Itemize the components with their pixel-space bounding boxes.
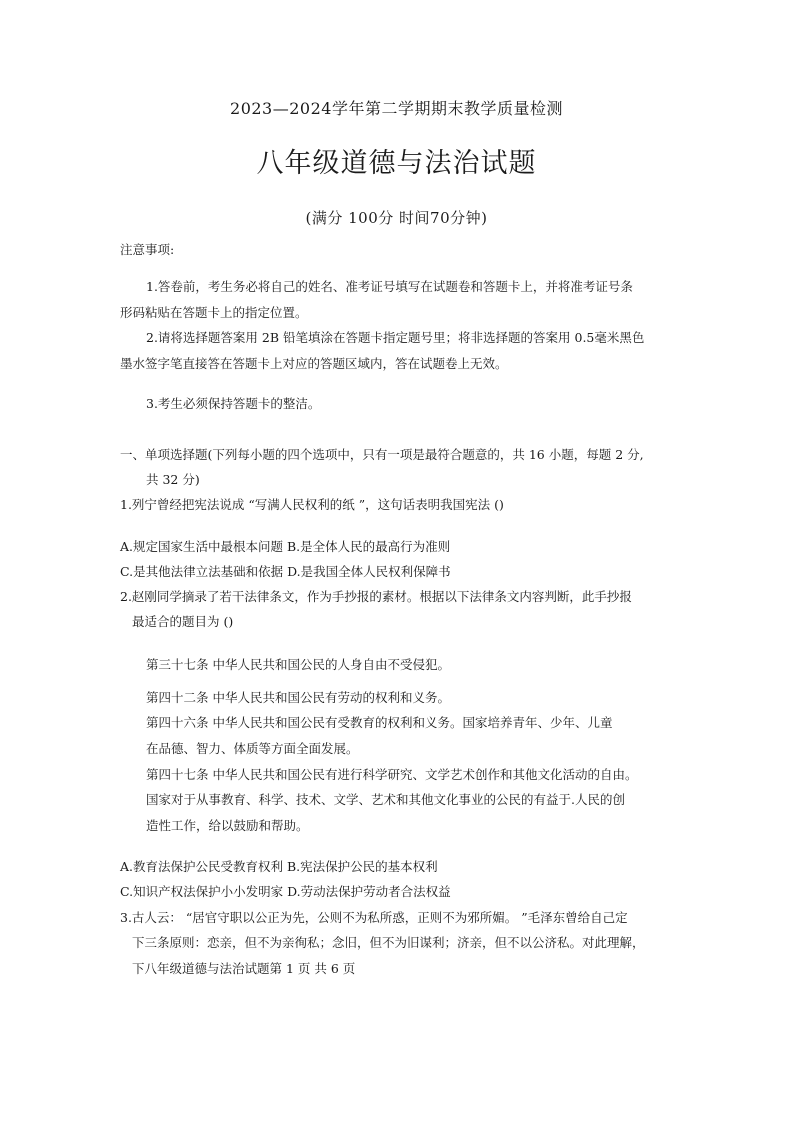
notice-item-2: 2.请将选择题答案用 2B 铅笔填涂在答题卡指定题号里；将非选择题的答案用 0.5毫米黑色 (146, 330, 645, 345)
question-2-stem-cont: 最适合的题目为 () (132, 614, 234, 629)
question-1-stem: 1.列宁曾经把宪法说成 “写满人民权利的纸 ”，这句话表明我国宪法 () (120, 497, 504, 512)
law-article-46: 第四十六条 中华人民共和国公民有受教育的权利和义务。国家培养青年、少年、儿童 (146, 715, 613, 730)
law-article-47-cont: 国家对于从事教育、科学、技术、文学、艺术和其他文化事业的公民的有益于.人民的创 (146, 792, 625, 807)
law-article-47-cont-2: 造性工作，给以鼓励和帮助。 (146, 818, 309, 833)
question-2-options-cd: C.知识产权法保护小小发明家 D.劳动法保护劳动者合法权益 (120, 884, 451, 899)
law-article-47: 第四十七条 中华人民共和国公民有进行科学研究、文学艺术创作和其他文化活动的自由。 (146, 767, 638, 782)
question-1-options-ab: A.规定国家生活中最根本问题 B.是全体人民的最高行为准则 (120, 539, 451, 554)
question-3-stem-cont: 下三条原则：恋亲，但不为亲徇私；念旧，但不为旧谋利；济亲，但不以公济私。对此理解， (132, 935, 645, 950)
page-footer: 下八年级道德与法治试题第 1 页 共 6 页 (132, 961, 356, 976)
notice-heading: 注意事项: (120, 242, 175, 257)
section-heading: 一、单项选择题(下列每小题的四个选项中，只有一项是最符合题意的，共 16 小题，每题 2 分, (120, 447, 644, 462)
notice-item-2-cont: 墨水签字笔直接答在答题卡上对应的答题区域内，答在试题卷上无效。 (120, 356, 508, 371)
notice-item-1-cont: 形码粘贴在答题卡上的指定位置。 (120, 305, 308, 320)
question-2-options-ab: A.教育法保护公民受教育权利 B.宪法保护公民的基本权利 (120, 859, 438, 874)
law-article-46-cont: 在品德、智力、体质等方面全面发展。 (146, 741, 359, 756)
exam-meta: (满分 100分 时间70分钟) (305, 209, 488, 227)
notice-item-1: 1.答卷前，考生务必将自己的姓名、准考证号填写在试题卷和答题卡上，并将准考证号条 (146, 279, 633, 294)
law-article-42: 第四十二条 中华人民共和国公民有劳动的权利和义务。 (146, 690, 450, 705)
section-heading-cont: 共 32 分) (146, 472, 200, 487)
question-3-stem: 3.古人云： “居官守职以公正为先，公则不为私所惑，正则不为邪所媚。 ”毛泽东曾给自己定 (120, 910, 628, 925)
exam-title: 八年级道德与法治试题 (256, 148, 537, 179)
exam-header: 2023—2024学年第二学期期末教学质量检测 (230, 99, 563, 118)
law-article-37: 第三十七条 中华人民共和国公民的人身自由不受侵犯。 (146, 657, 450, 672)
question-1-options-cd: C.是其他法律立法基础和依据 D.是我国全体人民权利保障书 (120, 564, 451, 579)
question-2-stem: 2.赵刚同学摘录了若干法律条文，作为手抄报的素材。根据以下法律条文内容判断，此手抄报 (120, 589, 632, 604)
notice-item-3: 3.考生必须保持答题卡的整洁。 (146, 396, 321, 411)
